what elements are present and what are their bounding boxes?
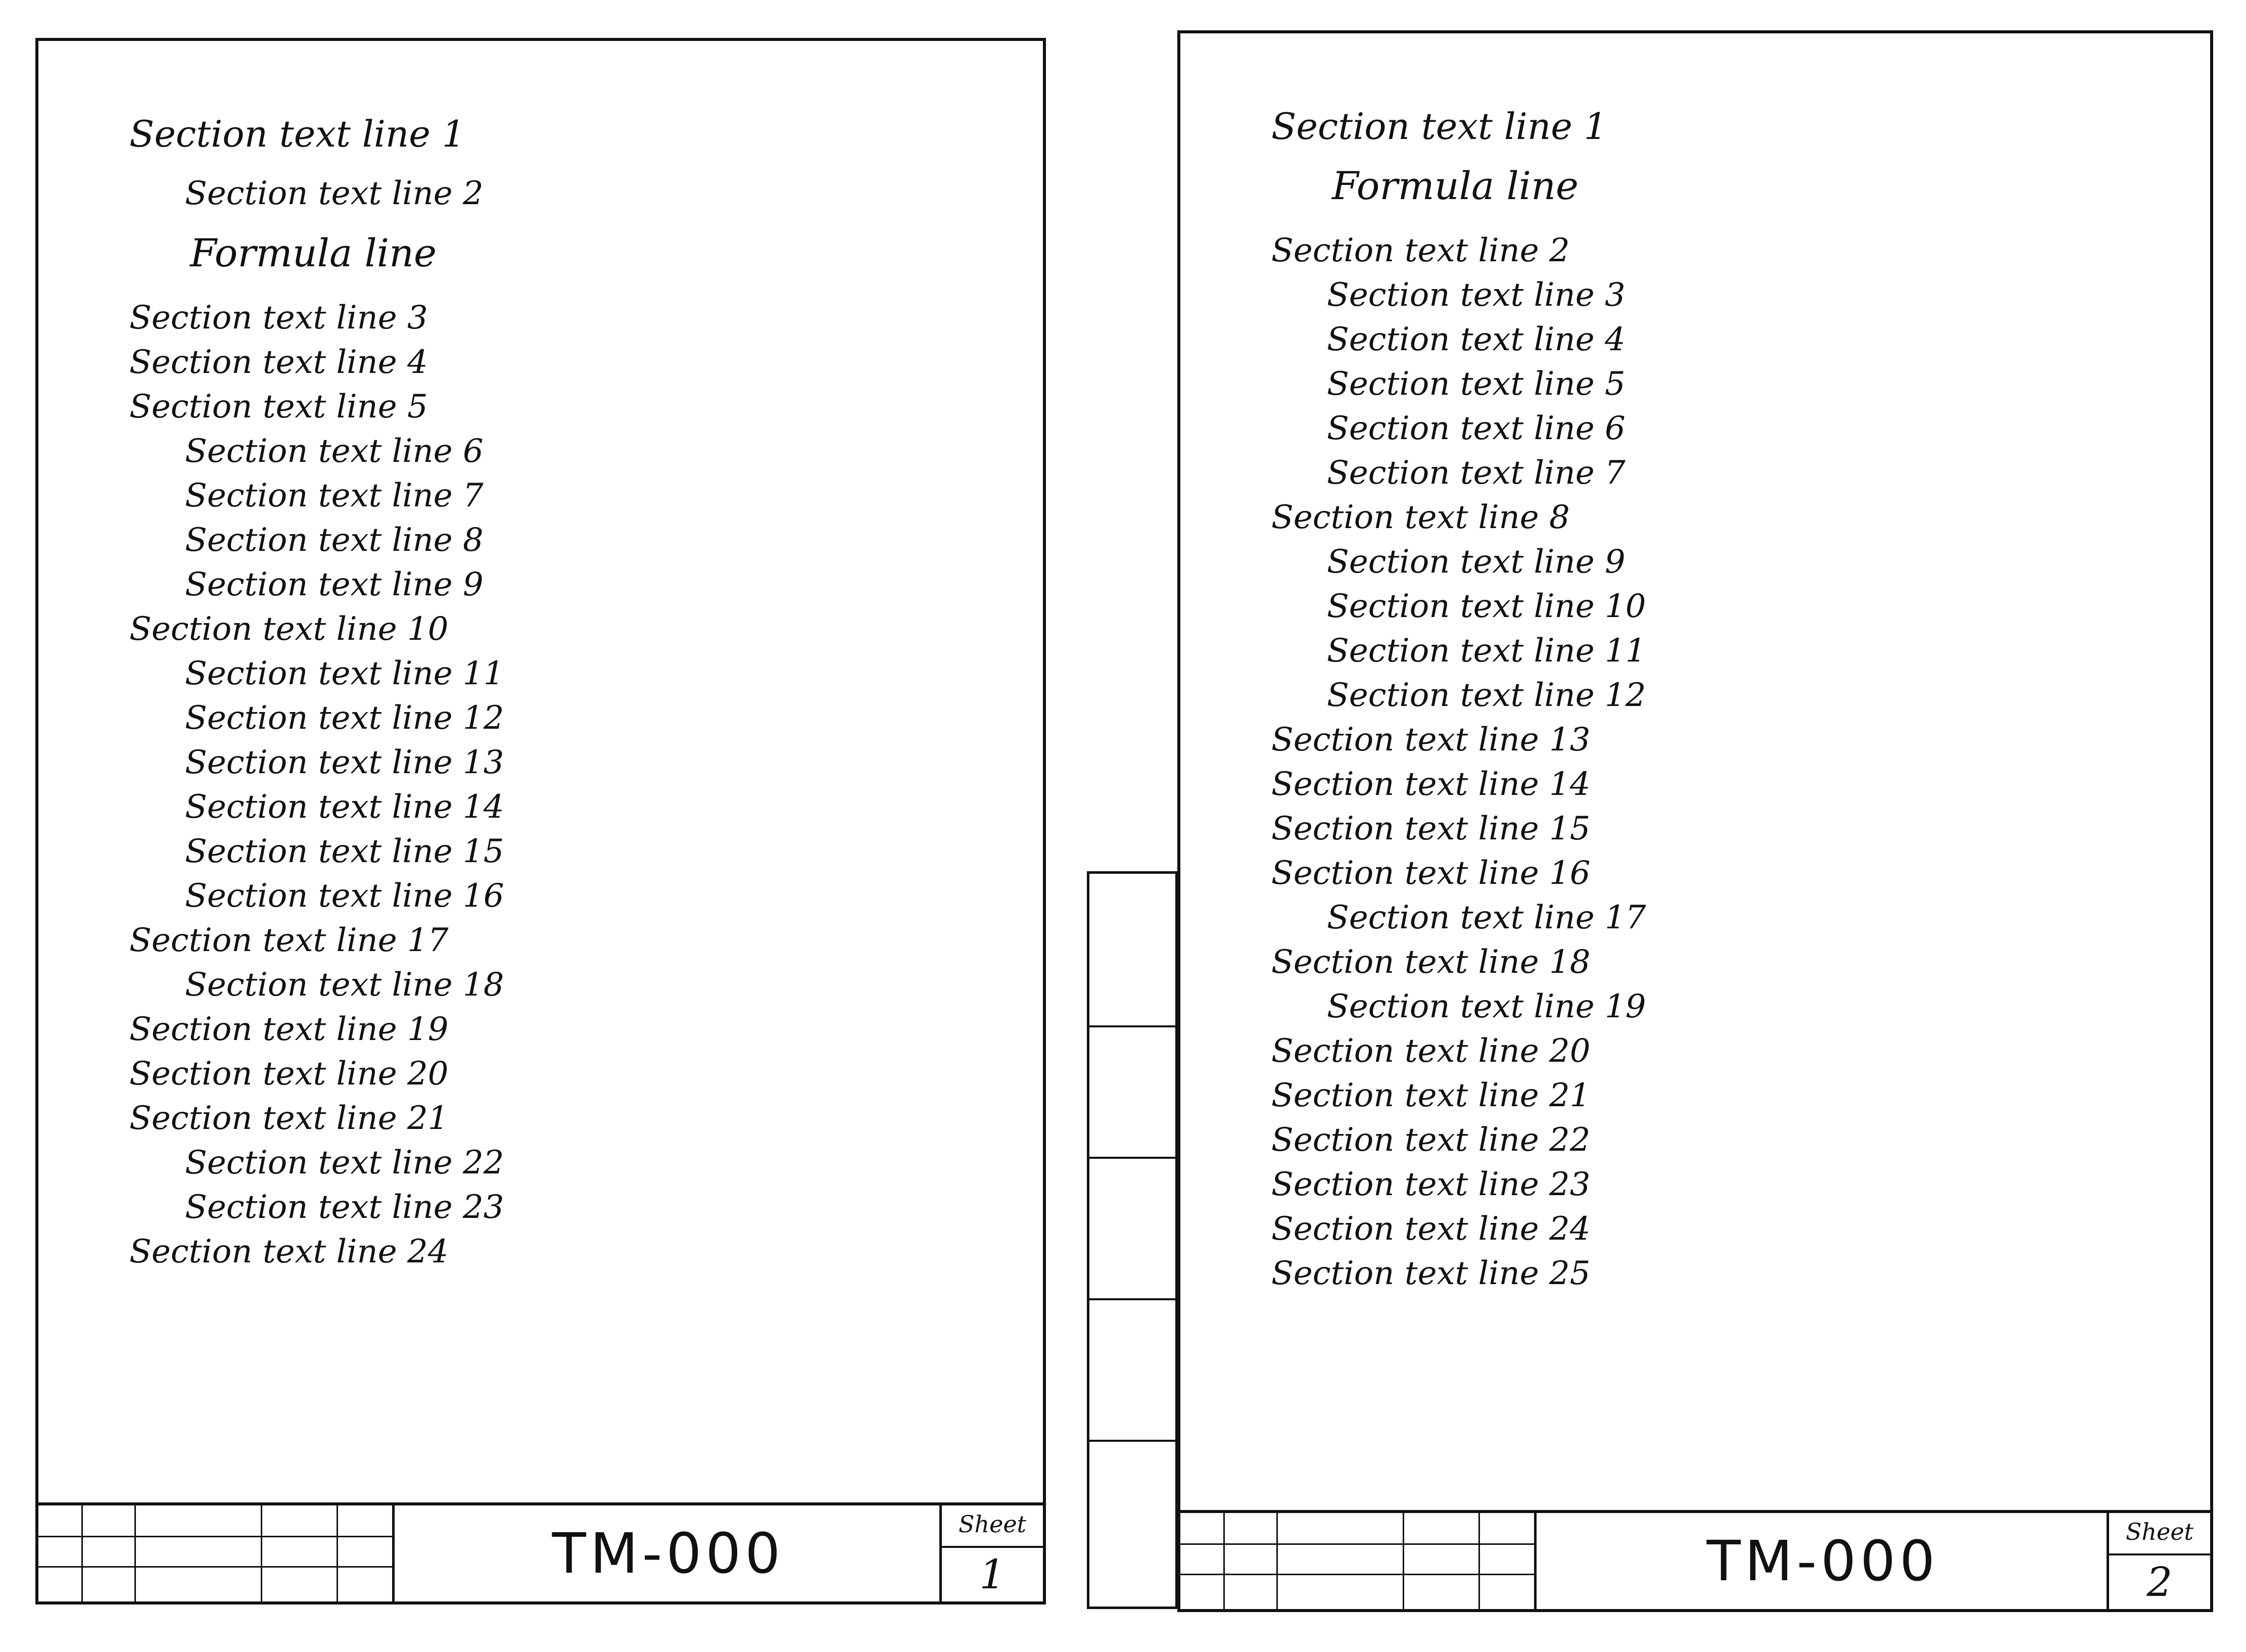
left-sheet-content [129,112,997,1274]
left-line-20: Section text line 20 [129,1055,449,1093]
left-sheet-number-box [939,1505,1043,1601]
left-formula: Formula line [190,230,437,275]
left-line-21: Section text line 21 [129,1100,449,1137]
right-line-17: Section text line 17 [1327,899,1646,936]
right-sheet-number: 2 [2146,1559,2173,1606]
right-line-12: Section text line 12 [1327,677,1646,714]
left-line-7: Section text line 7 [185,477,484,514]
right-line-13: Section text line 13 [1271,721,1591,759]
left-line-16: Section text line 16 [185,877,504,915]
right-line-11: Section text line 11 [1327,632,1646,670]
right-line-24: Section text line 24 [1271,1210,1591,1248]
right-line-4: Section text line 4 [1327,321,1626,358]
right-line-10: Section text line 10 [1327,588,1646,625]
right-line-6: Section text line 6 [1327,410,1626,447]
right-line-7: Section text line 7 [1327,454,1626,492]
right-line-16: Section text line 16 [1271,855,1591,892]
right-title-block [1180,1510,2210,1609]
left-sheet [35,38,1046,1604]
right-document-code: TM-000 [1534,1513,2109,1609]
right-line-2: Section text line 2 [1271,232,1570,269]
left-line-23: Section text line 23 [185,1189,504,1226]
left-line-12: Section text line 12 [185,699,504,737]
left-line-17: Section text line 17 [129,922,449,959]
left-line-2: Section text line 2 [185,175,484,212]
right-title-block-grid [1180,1513,1534,1609]
left-line-24: Section text line 24 [129,1233,449,1270]
right-line-19: Section text line 19 [1327,988,1646,1025]
right-sheet-label: Sheet [2125,1518,2194,1545]
side-approval-stamp [1087,871,1178,1609]
left-line-22: Section text line 22 [185,1144,504,1182]
right-line-25: Section text line 25 [1271,1255,1591,1292]
left-sheet-number: 1 [979,1551,1006,1598]
right-line-22: Section text line 22 [1271,1121,1591,1159]
right-line-14: Section text line 14 [1271,766,1591,803]
left-line-19: Section text line 19 [129,1011,449,1048]
right-line-18: Section text line 18 [1271,943,1591,981]
left-document-code: TM-000 [392,1505,942,1601]
right-line-21: Section text line 21 [1271,1077,1591,1114]
right-line-20: Section text line 20 [1271,1032,1591,1070]
left-title-block-grid [38,1505,392,1601]
left-line-11: Section text line 11 [185,655,504,692]
left-line-18: Section text line 18 [185,966,504,1004]
right-line-9: Section text line 9 [1327,543,1626,581]
left-line-4: Section text line 4 [129,344,428,381]
right-sheet-content [1271,104,2165,1296]
left-title-block [38,1502,1043,1601]
left-line-5: Section text line 5 [129,388,428,426]
right-line-8: Section text line 8 [1271,499,1570,536]
right-formula: Formula line [1332,163,1579,208]
left-line-14: Section text line 14 [185,788,504,826]
right-line-3: Section text line 3 [1327,276,1626,314]
left-line-3: Section text line 3 [129,299,428,337]
left-line-10: Section text line 10 [129,610,449,648]
right-line-23: Section text line 23 [1271,1166,1591,1203]
left-line-9: Section text line 9 [185,566,484,603]
right-line-1: Section text line 1 [1271,105,1607,148]
right-line-5: Section text line 5 [1327,365,1626,403]
left-line-15: Section text line 15 [185,833,504,870]
left-line-6: Section text line 6 [185,433,484,470]
left-sheet-label: Sheet [958,1511,1027,1538]
right-sheet [1177,30,2213,1612]
left-line-8: Section text line 8 [185,522,484,559]
right-line-15: Section text line 15 [1271,810,1591,847]
left-line-13: Section text line 13 [185,744,504,781]
right-sheet-number-box [2107,1513,2210,1609]
left-line-1: Section text line 1 [129,113,465,155]
